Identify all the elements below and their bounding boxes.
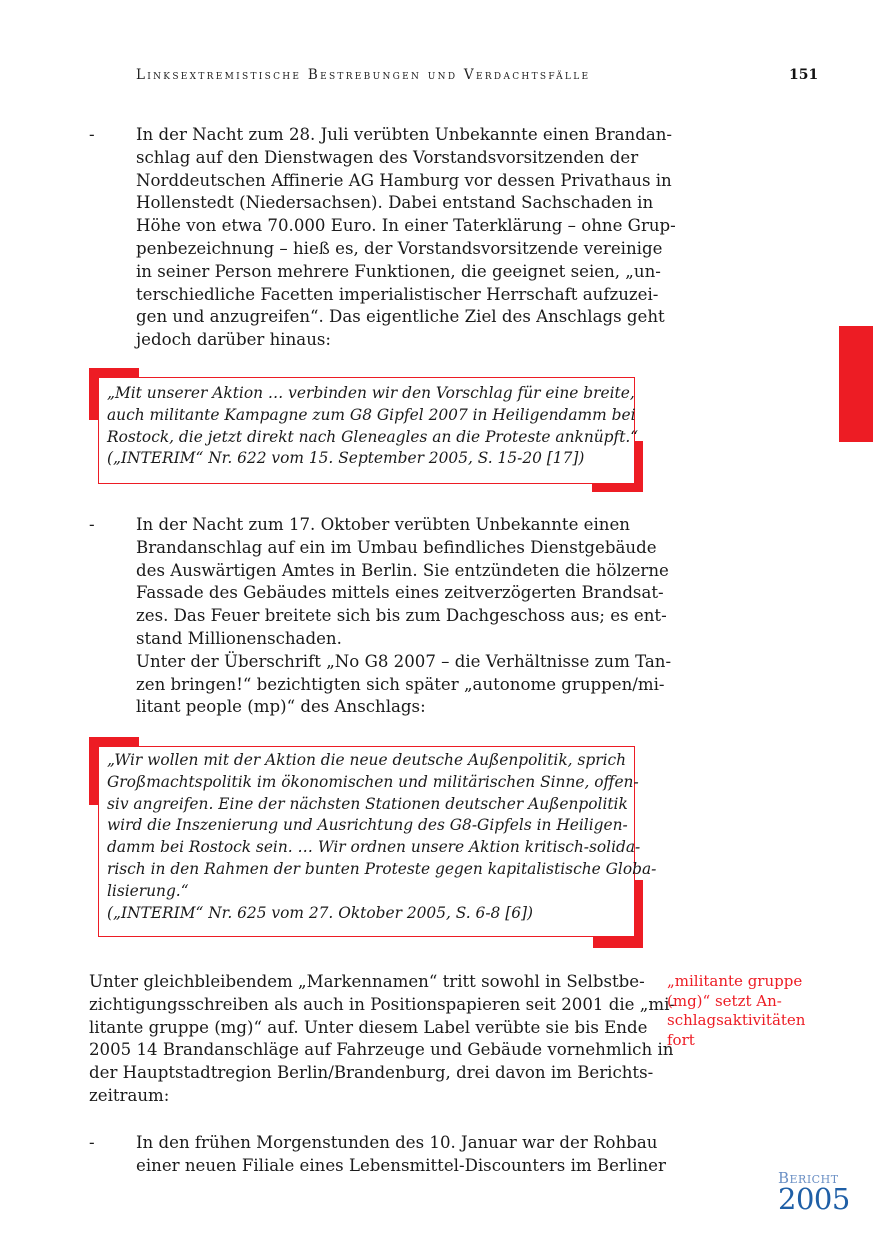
text-line: stand Millionenschaden. (136, 628, 342, 648)
quote-source: („INTERIM“ Nr. 625 vom 27. Oktober 2005, S. 6-8 [6]) (107, 903, 534, 922)
text-line: gen und anzugreifen“. Das eigentliche Ziel des Anschlags geht (136, 307, 665, 327)
text-line: Unter der Überschrift „No G8 2007 – die Verhältnisse zum Tan- (136, 651, 672, 671)
text-line: Höhe von etwa 70.000 Euro. In einer Taterklärung – ohne Grup- (136, 216, 676, 236)
text-line: schlag auf den Dienstwagen des Vorstandsvorsitzenden der (136, 147, 639, 167)
quote-line: risch in den Rahmen der bunten Proteste gegen kapitalistische Globa- (107, 859, 657, 878)
quote-line: Großmachtspolitik im ökonomischen und militärischen Sinne, offen- (107, 772, 639, 791)
text-line: zen bringen!“ bezichtigten sich später „autonome gruppen/mi- (136, 674, 665, 694)
text-line: zes. Das Feuer breitete sich bis zum Dachgeschoss aus; es ent- (136, 606, 667, 626)
margin-note-line: „militante gruppe (667, 972, 803, 990)
report-logo (778, 1169, 850, 1216)
text-line: 2005 14 Brandanschläge auf Fahrzeuge und Gebäude vornehmlich in (89, 1040, 674, 1060)
text-line: penbezeichnung – hieß es, der Vorstandsvorsitzende vereinige (136, 238, 663, 258)
running-header-title: Linksextremistische Bestrebungen und Verdachtsfälle (136, 67, 591, 83)
text-line: In der Nacht zum 17. Oktober verübten Unbekannte einen (136, 515, 630, 534)
text-line: in seiner Person mehrere Funktionen, die geeignet seien, „un- (136, 261, 661, 281)
margin-note-line: fort (667, 1030, 695, 1049)
logo-year: 2005 (778, 1182, 850, 1216)
bullet-dash: - (89, 515, 95, 534)
text-line: zeitraum: (89, 1085, 170, 1105)
bullet-item-2-text (136, 514, 672, 719)
text-line: litant people (mp)“ des Anschlags: (136, 697, 426, 717)
text-line: einer neuen Filiale eines Lebensmittel-Discounters im Berliner (136, 1155, 666, 1175)
quote-line: „Wir wollen mit der Aktion die neue deutsche Außenpolitik, sprich (107, 751, 627, 769)
bullet-dash: - (89, 125, 95, 144)
text-line: des Auswärtigen Amtes in Berlin. Sie entzündeten die hölzerne (136, 560, 669, 580)
text-line: Brandanschlag auf ein im Umbau befindliches Dienstgebäude (136, 537, 657, 557)
text-line: Hollenstedt (Niedersachsen). Dabei entstand Sachschaden in (136, 193, 654, 213)
quote-line: siv angreifen. Eine der nächsten Stationen deutscher Außenpolitik (107, 794, 628, 813)
text-line: In den frühen Morgenstunden des 10. Januar war der Rohbau (136, 1133, 658, 1152)
text-line: zichtigungsschreiben als auch in Positionspapieren seit 2001 die „mi- (89, 994, 676, 1014)
margin-note-line: (mg)“ setzt An- (667, 991, 782, 1010)
page-number: 151 (789, 67, 819, 83)
logo-word: Bericht (778, 1169, 839, 1187)
body-paragraph (89, 971, 676, 1108)
quote-line: Rostock, die jetzt direkt nach Gleneagles an die Proteste anknüpft.“ (107, 427, 639, 446)
text-line: Unter gleichbleibendem „Markennamen“ tritt sowohl in Selbstbe- (89, 972, 645, 991)
text-line: der Hauptstadtregion Berlin/Brandenburg, drei davon im Berichts- (89, 1063, 654, 1083)
text-line: Fassade des Gebäudes mittels eines zeitverzögerten Brandsat- (136, 583, 664, 603)
quote-line: damm bei Rostock sein. … Wir ordnen unsere Aktion kritisch-solida- (107, 838, 641, 857)
quote-box-1 (98, 377, 639, 484)
margin-note (667, 972, 817, 1050)
quote-line: auch militante Kampagne zum G8 Gipfel 2007 in Heiligendamm bei (107, 405, 636, 424)
quote-line: „Mit unserer Aktion … verbinden wir den Vorschlag für eine breite, (107, 384, 635, 402)
text-line: litante gruppe (mg)“ auf. Unter diesem Label verübte sie bis Ende (89, 1017, 648, 1037)
text-line: In der Nacht zum 28. Juli verübten Unbekannte einen Brandan- (136, 125, 673, 144)
text-line: jedoch darüber hinaus: (136, 330, 331, 350)
bullet-item-3-text (136, 1132, 666, 1178)
text-line: terschiedliche Facetten imperialistischer Herrschaft aufzuzei- (136, 284, 659, 304)
bullet-item-1-text (136, 124, 676, 352)
chapter-tab-marker (839, 326, 873, 442)
quote-source: („INTERIM“ Nr. 622 vom 15. September 2005, S. 15-20 [17]) (107, 449, 585, 468)
quote-line: lisierung.“ (107, 881, 189, 900)
margin-note-line: schlagsaktivitäten (667, 1011, 806, 1029)
quote-box-2 (98, 746, 657, 937)
text-line: Norddeutschen Affinerie AG Hamburg vor dessen Privathaus in (136, 170, 672, 190)
bullet-dash: - (89, 1133, 95, 1152)
quote-line: wird die Inszenierung und Ausrichtung des G8-Gipfels in Heiligen- (107, 816, 628, 835)
